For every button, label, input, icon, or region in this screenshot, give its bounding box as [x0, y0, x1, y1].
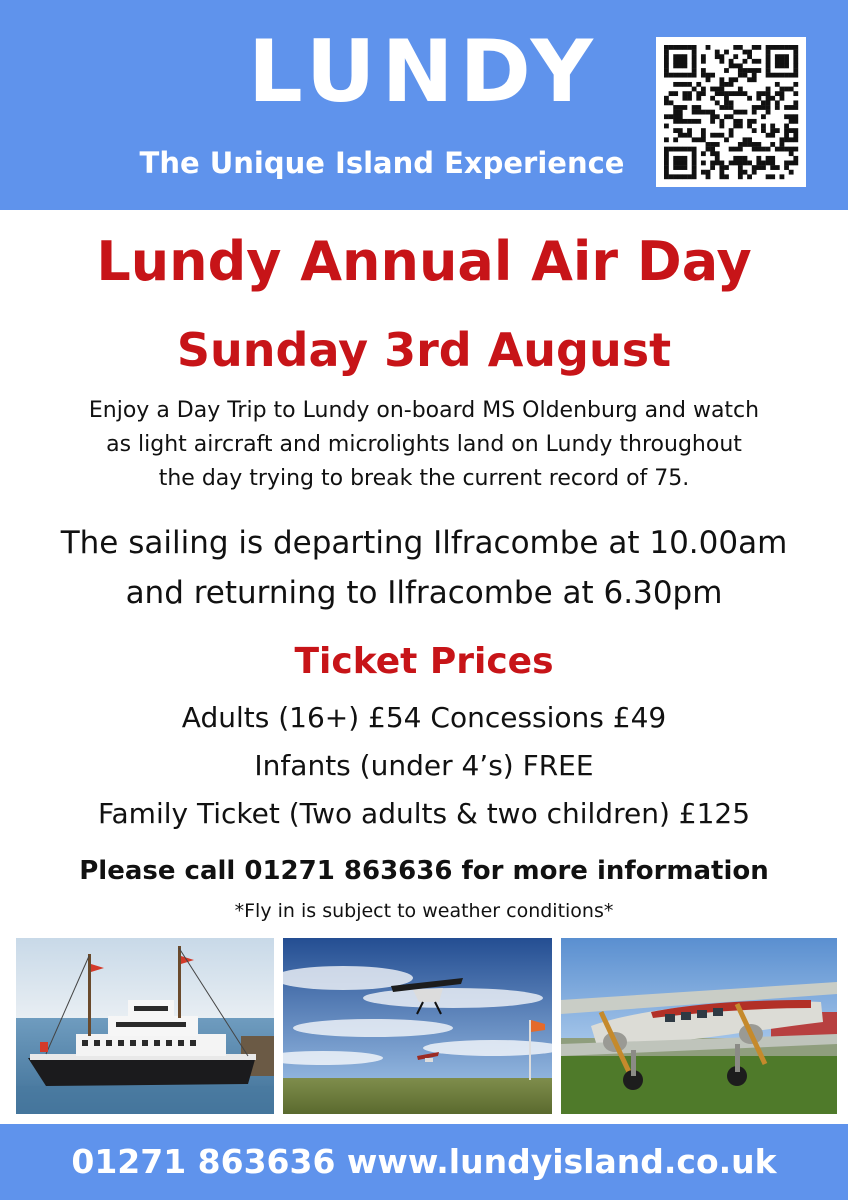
sailing-line: and returning to Ilfracombe at 6.30pm: [125, 575, 723, 611]
vintage-biplane-photo: [561, 938, 837, 1114]
ticket-prices-heading: Ticket Prices: [294, 641, 554, 682]
footer-banner: [0, 1124, 848, 1200]
sailing-times: [0, 518, 848, 618]
price-line: Adults (16+) £54 Concessions £49: [181, 701, 667, 734]
footer-contact[interactable]: 01271 863636 www.lundyisland.co.uk: [71, 1142, 777, 1181]
description-line: as light aircraft and microlights land on Lundy throughout: [106, 432, 742, 457]
weather-disclaimer: *Fly in is subject to weather conditions*: [234, 900, 614, 922]
header-banner: [0, 0, 848, 210]
tagline: The Unique Island Experience: [139, 146, 625, 180]
ship-photo: [16, 938, 274, 1114]
description-line: the day trying to break the current record of 75.: [158, 466, 690, 491]
qr-code-icon[interactable]: [656, 37, 806, 187]
event-description: [20, 394, 828, 496]
aircraft-in-sky-photo: [283, 938, 552, 1114]
ticket-prices-list: [0, 694, 848, 838]
event-title: Lundy Annual Air Day: [96, 230, 752, 293]
price-line: Infants (under 4’s) FREE: [254, 749, 594, 782]
description-line: Enjoy a Day Trip to Lundy on-board MS Oldenburg and watch: [88, 398, 760, 423]
event-date: Sunday 3rd August: [176, 323, 672, 377]
call-info: Please call 01271 863636 for more information: [79, 856, 769, 886]
sailing-line: The sailing is departing Ilfracombe at 10.00am: [60, 525, 788, 561]
brand-logo: LUNDY: [248, 22, 599, 122]
price-line: Family Ticket (Two adults & two children) £125: [97, 797, 751, 830]
